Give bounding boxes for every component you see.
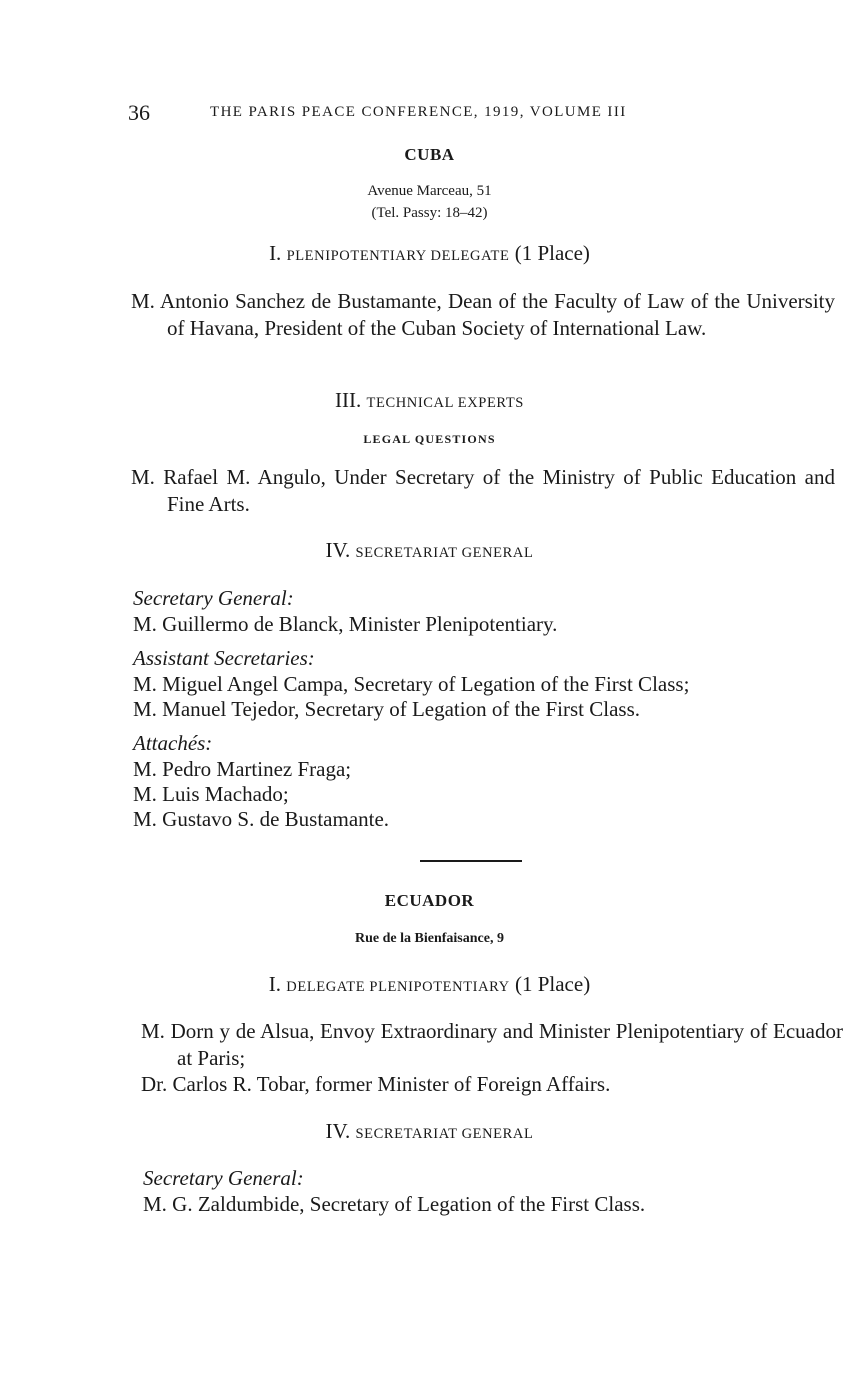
section-heading-plenipotentiary-delegate — [0, 241, 859, 266]
section-divider — [420, 860, 522, 862]
section-note: (1 Place) — [514, 972, 591, 996]
section-title: DELEGATE PLENIPOTENTIARY — [286, 979, 510, 995]
assistant-secretary-tejedor: M. Manuel Tejedor, Secretary of Legation of the First Class. — [133, 697, 641, 721]
section-heading-secretariat-general-ecuador — [0, 1119, 859, 1144]
section-heading-technical-experts — [0, 388, 859, 413]
label-secretary-general-ecuador: Secretary General: — [143, 1166, 304, 1190]
section-note: (1 Place) — [514, 241, 590, 265]
section-title: SECRETARIAT GENERAL — [355, 545, 534, 561]
section-title: PLENIPOTENTIARY DELEGATE — [286, 248, 510, 264]
section-numeral: I. — [269, 241, 282, 265]
section-title: SECRETARIAT GENERAL — [355, 1126, 534, 1142]
address-cuba-line1: Avenue Marceau, 51 — [367, 183, 492, 199]
section-heading-secretariat-general-cuba — [0, 538, 859, 563]
section-numeral: IV. — [325, 1119, 351, 1143]
country-heading-cuba: CUBA — [404, 145, 455, 164]
label-attaches: Attachés: — [133, 731, 213, 755]
country-heading-ecuador: ECUADOR — [384, 891, 475, 910]
attache-fraga: M. Pedro Martinez Fraga; — [133, 757, 352, 781]
delegate-entry-dorn: M. Dorn y de Alsua, Envoy Extraordinary and Minister Plenipotentiary of Ecuador at Paris; — [141, 1019, 843, 1070]
section-numeral: I. — [268, 972, 282, 996]
page-number: 36 — [128, 100, 150, 125]
secretary-general-cuba: M. Guillermo de Blanck, Minister Plenipotentiary. — [133, 612, 558, 636]
address-cuba-line2: (Tel. Passy: 18–42) — [371, 205, 488, 221]
expert-entry-angulo: M. Rafael M. Angulo, Under Secretary of the Ministry of Public Education and Fine Arts. — [131, 465, 835, 516]
section-numeral: III. — [335, 388, 362, 412]
running-title: THE PARIS PEACE CONFERENCE, 1919, VOLUME III — [210, 104, 627, 120]
secretary-general-ecuador: M. G. Zaldumbide, Secretary of Legation of the First Class. — [143, 1192, 646, 1216]
delegate-entry-tobar: Dr. Carlos R. Tobar, former Minister of Foreign Affairs. — [141, 1072, 611, 1096]
section-title: TECHNICAL EXPERTS — [366, 395, 524, 411]
address-ecuador: Rue de la Bienfaisance, 9 — [355, 931, 504, 946]
attache-bustamante: M. Gustavo S. de Bustamante. — [133, 807, 390, 831]
label-secretary-general-cuba: Secretary General: — [133, 586, 294, 610]
assistant-secretary-campa: M. Miguel Angel Campa, Secretary of Legation of the First Class; — [133, 672, 690, 696]
attache-machado: M. Luis Machado; — [133, 782, 289, 806]
label-assistant-secretaries: Assistant Secretaries: — [133, 646, 315, 670]
section-heading-delegate-plenipotentiary — [0, 972, 859, 997]
delegate-entry-bustamante: M. Antonio Sanchez de Bustamante, Dean of the Faculty of Law of the University of Havana, President of the Cuban Society of International Law. — [131, 289, 835, 340]
section-numeral: IV. — [325, 538, 351, 562]
subheading-legal-questions: LEGAL QUESTIONS — [363, 432, 496, 446]
